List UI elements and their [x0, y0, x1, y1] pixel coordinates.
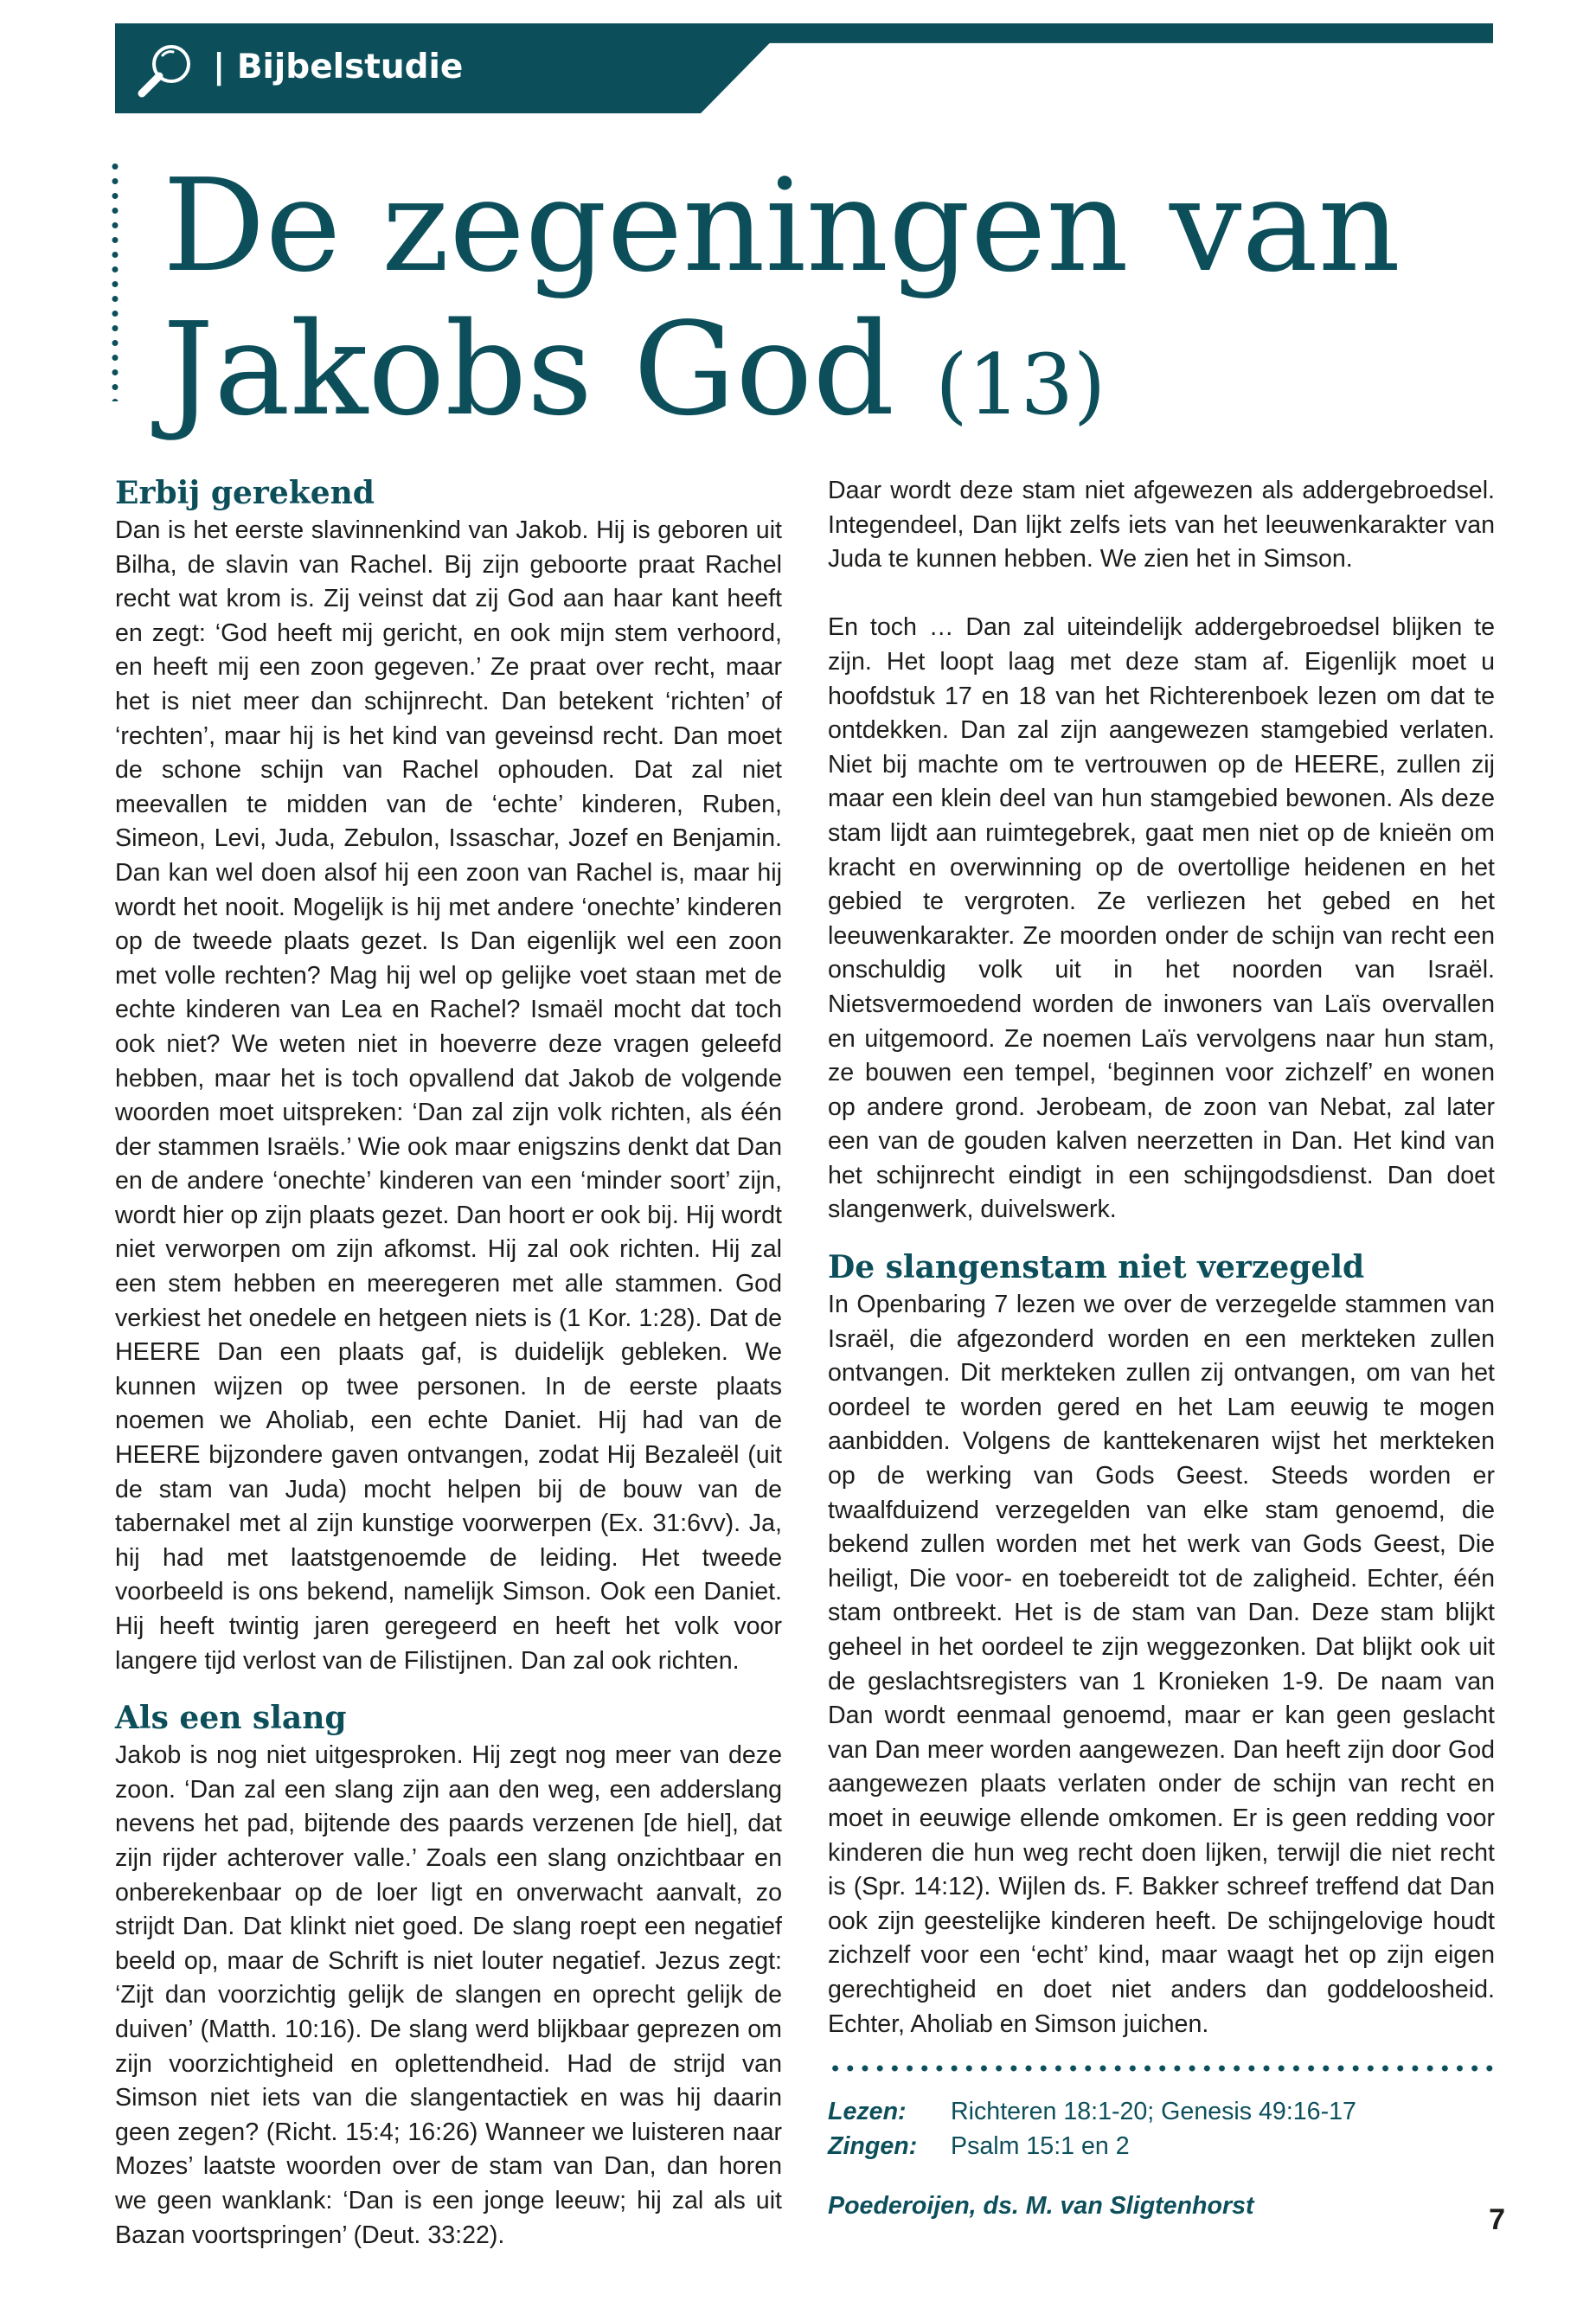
- reference-sing: [828, 2130, 1495, 2164]
- page-number: 7: [1489, 2203, 1505, 2236]
- author-byline: Poederoijen, ds. M. van Sligtenhorst: [828, 2192, 1254, 2221]
- horizontal-dotted-rule: [828, 2064, 1495, 2073]
- paragraph: Dan is het eerste slavinnenkind van Jakob. Hij is geboren uit Bilha, de slavin van Rachel. Bij zijn geboorte praat Rachel recht wat krom is. Zij veinst dat zij God aan haar kant heeft en zegt: ‘God heeft mij gericht, en ook mijn stem verhoord, en heeft mij een zoon gegeven.’ Ze praat over recht, maar het is niet meer dan schijnrecht. Dan betekent ‘richten’ of ‘rechten’, maar hij is het kind van geveinsd recht. Dan moet de schone schijn van Rachel ophouden. Dat zal niet meevallen te midden van de ‘echte’ kinderen, Ruben, Simeon, Levi, Juda, Zebulon, Issaschar, Jozef en Benjamin. Dan kan wel doen alsof hij een zoon van Rachel is, maar hij wordt het nooit. Mogelijk is hij met andere ‘onechte’ kinderen op de tweede plaats gezet. Is Dan eigenlijk wel een zoon met volle rechten? Mag hij wel op gelijke voet staan met de echte kinderen van Lea en Rachel? Ismaël mocht dat toch ook niet? We weten niet in hoeverre deze vragen geleefd hebben, maar het is toch opvallend dat Jakob de volgende woorden moet uitspreken: ‘Dan zal zijn volk richten, als één der stammen Israëls.’ Wie ook maar enigszins denkt dat Dan en de andere ‘onechte’ kinderen van een ‘minder soort’ zijn, wordt hier op zijn plaats gezet. Dan hoort er ook bij. Hij wordt niet verworpen om zijn afkomst. Hij zal ook richten. Hij zal een stem hebben en meeregeren met alle stammen. God verkiest het onedele en hetgeen niets is (1 Kor. 1:28). Dat de HEERE Dan een plaats gaf, is duidelijk gebleken. We kunnen wijzen op twee personen. In de eerste plaats noemen we Aholiab, een echte Daniet. Hij had van de HEERE bijzondere gaven ontvangen, zodat Hij Bezaleël (uit de stam van Juda) mocht helpen bij de bouw van de tabernakel met al zijn kunstige voorwerpen (Ex. 31:6vv). Ja, hij had met laatstgenoemde de leiding. Het tweede voorbeeld is ons bekend, namelijk Simson. Ook een Daniet. Hij heeft twintig jaren geregeerd en heeft het volk voor langere tijd verlost van de Filistijnen. Dan zal ook richten.: [115, 516, 782, 1675]
- title-number: (13): [935, 336, 1106, 433]
- reading-references: [828, 2095, 1495, 2163]
- reference-read: [828, 2095, 1495, 2130]
- title-line-2: Jakobs God: [163, 295, 895, 444]
- section-heading-slangenstam: De slangenstam niet verzegeld: [828, 1249, 1365, 1286]
- paragraph: Jakob is nog niet uitgesproken. Hij zegt nog meer van deze zoon. ‘Dan zal een slang zijn aan den weg, een adderslang nevens het pad, bijtende des paards verzenen [de hiel], dat zijn rijder achterover valle.’ Zoals een slang onzichtbaar en onberekenbaar op de loer ligt en onverwacht aanvalt, zo strijdt Dan. Dat klinkt niet goed. De slang roept een negatief beeld op, maar de Schrift is niet louter negatief. Jezus zegt: ‘Zijt dan voorzichtig gelijk de slangen en oprecht gelijk de duiven’ (Matth. 10:16). De slang werd blijkbaar geprezen om zijn voorzichtigheid en oplettendheid. Had de strijd van Simson niet iets van die slangentactiek en was hij daarin geen zegen? (Richt. 15:4; 16:26) Wanneer we luisteren naar Mozes’ laatste woorden over de stam van Dan, dan horen we geen wanklank: ‘Dan is een jonge leeuw; hij zal als uit Bazan voortspringen’ (Deut. 33:22).: [115, 1741, 782, 2249]
- sing-value: Psalm 15:1 en 2: [951, 2131, 1130, 2160]
- read-label: Lezen:: [828, 2098, 907, 2126]
- section-heading-erbij-gerekend: Erbij gerekend: [115, 475, 375, 511]
- magnifying-glass-icon: [130, 36, 199, 106]
- sing-label: Zingen:: [828, 2131, 918, 2160]
- section-heading-als-een-slang: Als een slang: [115, 1700, 347, 1737]
- section-label: | Bijbelstudie: [213, 48, 464, 87]
- left-column: [115, 474, 782, 2253]
- paragraph: Daar wordt deze stam niet afgewezen als addergebroedsel. Integendeel, Dan lijkt zelfs iets van het leeuwenkarakter van Juda te kunnen hebben. We zien het in Simson.: [828, 477, 1495, 574]
- title-line-1: De zegeningen van: [163, 151, 1401, 300]
- paragraph: En toch … Dan zal uiteindelijk addergebroedsel blijken te zijn. Het loopt laag met deze stam af. Eigenlijk moet u hoofdstuk 17 en 18 van het Richterenboek lezen om dat te ontdekken. Dan zal zijn aangewezen stamgebied verlaten. Niet bij machte om te vertrouwen op de HEERE, zullen zij maar een klein deel van hun stamgebied bewonen. Als deze stam lijdt aan ruimtegebrek, gaat men niet op de knieën om kracht en overwinning op de overtollige heidenen en het gebied te vergroten. Ze verliezen het gebed en het leeuwenkarakter. Ze moorden onder de schijn van recht een onschuldig volk uit in het noorden van Israël. Nietsvermoedend worden de inwoners van Laïs overvallen en uitgemoord. Ze noemen Laïs vervolgens naar hun stam, ze bouwen een tempel, ‘beginnen voor zichzelf’ en wonen op andere grond. Jerobeam, de zoon van Nebat, zal later een van de gouden kalven neerzetten in Dan. Het kind van het schijnrecht eindigt in een schijngodsdienst. Dan doet slangenwerk, duivelswerk.: [828, 613, 1495, 1224]
- vertical-dotted-rule: [111, 159, 119, 401]
- right-column: [828, 474, 1495, 2224]
- page-title: [163, 151, 1460, 457]
- read-value: Richteren 18:1-20; Genesis 49:16-17: [951, 2098, 1356, 2126]
- paragraph: In Openbaring 7 lezen we over de verzegelde stammen van Israël, die afgezonderd worden en een merkteken zullen ontvangen. Dit merkteken zullen zij ontvangen, om van het oordeel te worden gered en het Lam eeuwig te mogen aanbidden. Volgens de kanttekenaren wijst het merkteken op de werking van Gods Geest. Steeds worden er twaalfduizend verzegelden van elke stam genoemd, die bekend zullen worden met het werk van Gods Geest, Die heiligt, Die voor- en toebereidt tot de zaligheid. Echter, één stam ontbreekt. Het is de stam van Dan. Deze stam blijkt geheel in het oordeel te zijn weggezonken. Dat blijkt ook uit de geslachtsregisters van 1 Kronieken 1-9. De naam van Dan wordt eenmaal genoemd, maar er kan geen geslacht van Dan meer worden aangewezen. Dan heeft zijn door God aangewezen plaats verlaten onder de schijn van recht en moet in eeuwige ellende omkomen. Er is geen redding voor kinderen die hun weg recht doen lijken, terwijl die niet recht is (Spr. 14:12). Wijlen ds. F. Bakker schreef treffend dat Dan ook zijn geestelijke kinderen heeft. De schijngelovige houdt zichzelf voor een ‘echt’ kind, maar waagt het op zijn eigen gerechtigheid en doet niet anders dan goddeloosheid. Echter, Aholiab en Simson juichen.: [828, 1291, 1495, 2038]
